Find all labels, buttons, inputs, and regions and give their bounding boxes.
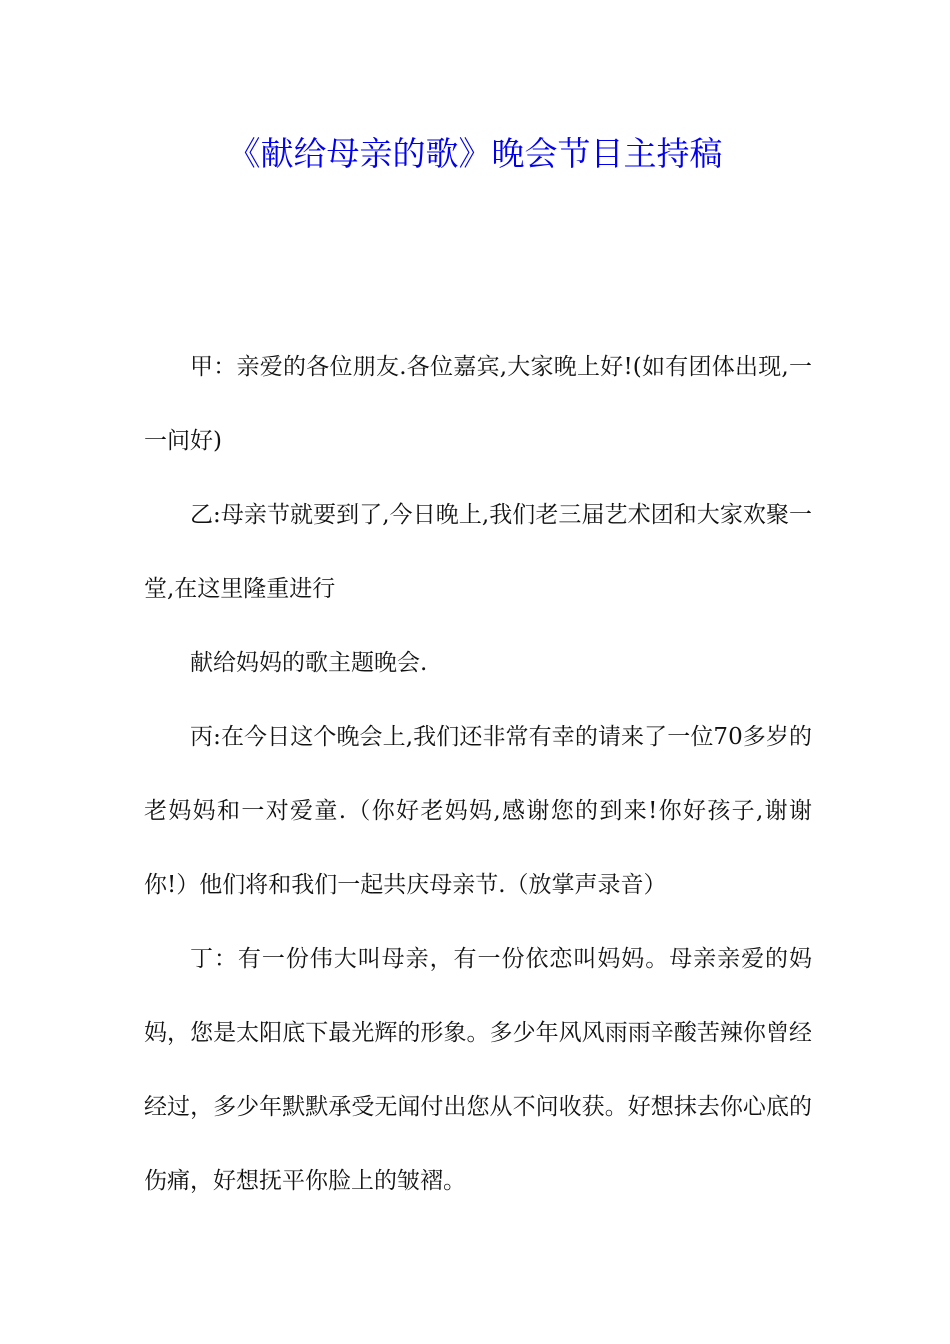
paragraph-greeting-jia: 甲：亲爱的各位朋友.各位嘉宾,大家晚上好!(如有团体出现,一一问好) <box>144 354 812 454</box>
paragraph-intro-yi: 乙:母亲节就要到了,今日晚上,我们老三届艺术团和大家欢聚一堂,在这里隆重进行 <box>144 502 812 602</box>
paragraph-tribute-ding: 丁：有一份伟大叫母亲，有一份依恋叫妈妈。母亲亲爱的妈妈，您是太阳底下最光辉的形象。多少年风风雨雨辛酸苦辣你曾经经过，多少年默默承受无闻付出您从不问收获。好想抹去你心底的伤痛，好想抚平你脸上的皱褶。 <box>144 946 812 1194</box>
paragraph-guests-bing: 丙:在今日这个晚会上,我们还非常有幸的请来了一位70多岁的老妈妈和一对爱童.（你好老妈妈,感谢您的到来!你好孩子,谢谢你!）他们将和我们一起共庆母亲节.（放掌声录音） <box>144 724 812 898</box>
page-title: 《献给母亲的歌》晚会节目主持稿 <box>227 134 723 173</box>
paragraph-theme: 献给妈妈的歌主题晚会. <box>190 650 428 676</box>
document-body <box>144 330 812 1218</box>
